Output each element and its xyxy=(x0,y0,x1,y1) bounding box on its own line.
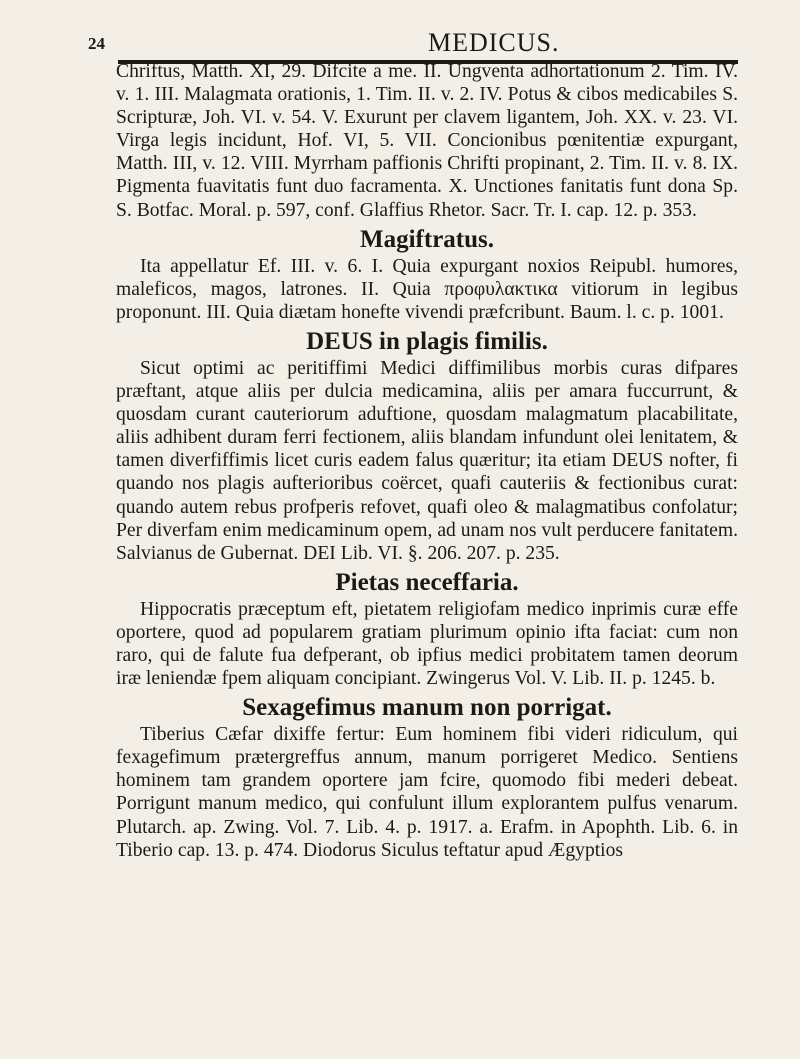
paragraph-deus: Sicut optimi ac peritiffimi Medici diffimilibus morbis curas difpares præftant, atque aliis per dulcia medicamina, aliis per amara fuccurrunt, & quosdam curant cauteriorum aduftione, quosdam malagmatum placabilitate, aliis adhibent duram ferri fectionem, aliis blandam infundunt olei lenitatem, & tamen diverfiffimis licet curis eadem falus quæritur; ita etiam DEUS nofter, fi quando nos plagis aufterioribus coërcet, quafi cauteriis & fectionibus curat: quando autem rebus profperis refovet, quafi oleo & malagmatibus confolatur; Per diverfam enim medicaminum opem, ad unam nos vult perducere fanitatem. Salvianus de Gubernat. DEI Lib. VI. §. 206. 207. p. 235. xyxy=(116,357,738,564)
section-heading-magistratus: Magiftratus. xyxy=(360,225,494,253)
section-heading-sexagesimus: Sexagefimus manum non porrigat. xyxy=(242,694,612,722)
paragraph-christ-remedies: Chriftus, Matth. XI, 29. Difcite a me. II. Ungventa adhortationum 2. Tim. IV. v. 1. III. Malagmata orationis, 1. Tim. II. v. 2. IV. Potus & cibos medicabiles S. Scripturæ, Joh. VI. v. 54. V. Exurunt per clavem ligantem, Joh. XX. v. 23. VI. Virga legis incidunt, Hof. VI, 5. VII. Concionibus pœnitentiæ expurgant, Matth. III, v. 12. VIII. Myrrham paffionis Chrifti propinant, 2. Tim. II. v. 8. IX. Pigmenta fuavitatis funt duo facramenta. X. Unctiones fanitatis funt dona Sp. S. Botfac. Moral. p. 597, conf. Glaffius Rhetor. Sacr. Tr. I. cap. 12. p. 353. xyxy=(116,61,738,221)
page-body xyxy=(116,60,738,862)
page-number: 24 xyxy=(88,34,105,53)
paragraph-sexagesimus: Tiberius Cæfar dixiffe fertur: Eum hominem fibi videri ridiculum, qui fexagefimum prætergreffus annum, manum porrigeret Medico. Sentiens hominem tam grandem oportere jam fcire, quomodo fibi mederi debeat. Porrigunt manum medico, qui confulunt illum explorantem pulfus venarum. Plutarch. ap. Zwing. Vol. 7. Lib. 4. p. 1917. a. Erafm. in Apophth. Lib. 6. in Tiberio cap. 13. p. 474. Diodorus Siculus teftatur apud Ægyptios xyxy=(116,724,738,861)
paragraph-magistratus: Ita appellatur Ef. III. v. 6. I. Quia expurgant noxios Reipubl. humores, maleficos, magos, latrones. II. Quia προφυλακτικα vitiorum in legibus proponunt. III. Quia diætam honefte vivendi præfcribunt. Baum. l. c. p. 1001. xyxy=(116,255,738,323)
page-header xyxy=(88,22,738,56)
running-head: MEDICUS. xyxy=(428,28,560,57)
paragraph-pietas: Hippocratis præceptum eft, pietatem religiofam medico inprimis curæ effe oportere, quod ad popularem gratiam plurimum opinio ifta faciat: cum non raro, qui de falute fua defperant, ob ipfius medici probitatem tamen deorum iræ leniendæ fpem aliquam concipiant. Zwingerus Vol. V. Lib. II. p. 1245. b. xyxy=(116,598,738,690)
section-heading-pietas: Pietas neceffaria. xyxy=(335,568,519,596)
section-heading-deus: DEUS in plagis fimilis. xyxy=(306,327,548,355)
